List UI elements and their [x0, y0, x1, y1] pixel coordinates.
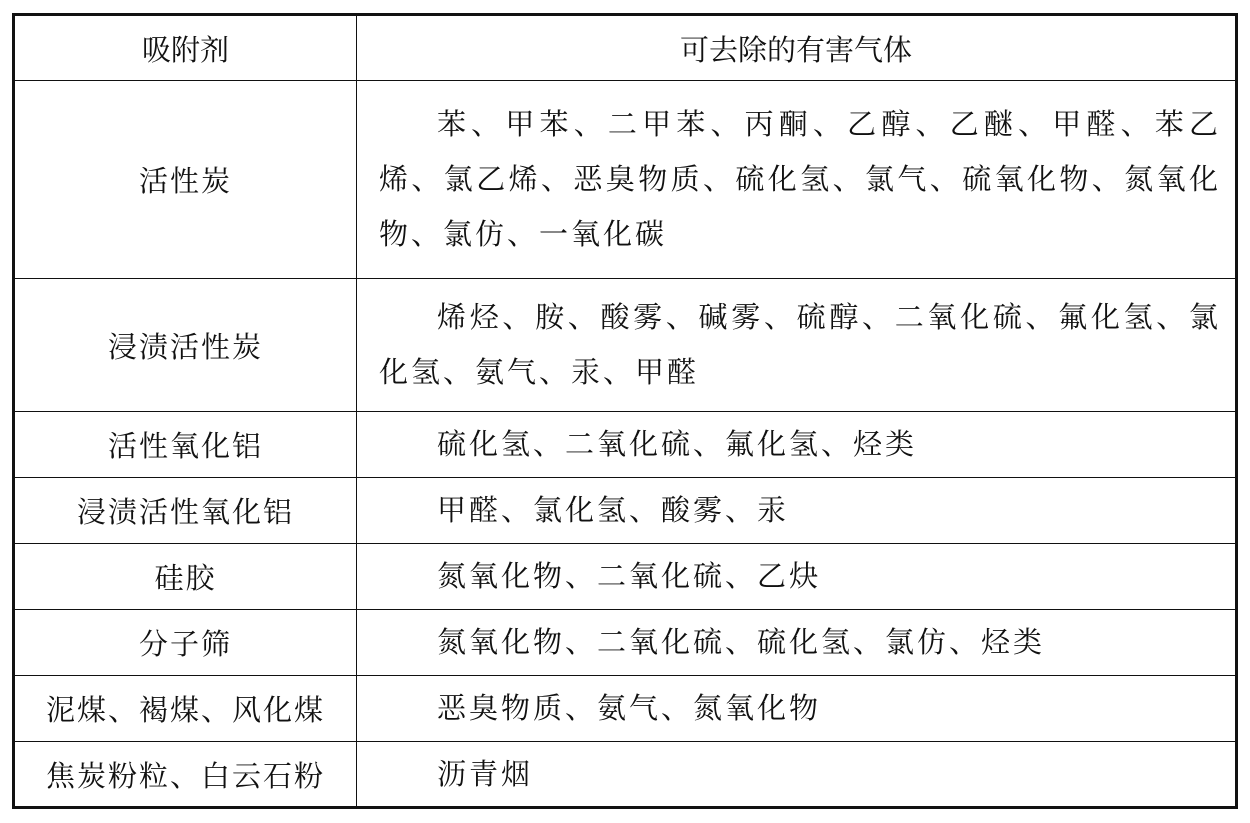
table-row	[14, 544, 1237, 610]
adsorbent-table	[12, 13, 1238, 809]
table-row	[14, 610, 1237, 676]
gases-text: 烯烃、胺、酸雾、碱雾、硫醇、二氧化硫、氟化氢、氯化氢、氨气、汞、甲醛	[379, 300, 1221, 389]
adsorbent-cell: 硅胶	[14, 544, 357, 610]
gases-cell	[357, 478, 1237, 544]
adsorbent-cell: 焦炭粉粒、白云石粉	[14, 742, 357, 808]
gases-cell	[357, 81, 1237, 279]
adsorbent-cell: 活性氧化铝	[14, 412, 357, 478]
gases-cell	[357, 412, 1237, 478]
adsorbent-cell: 分子筛	[14, 610, 357, 676]
table-row	[14, 81, 1237, 279]
gases-text: 苯、甲苯、二甲苯、丙酮、乙醇、乙醚、甲醛、苯乙烯、氯乙烯、恶臭物质、硫化氢、氯气、硫氧化物、氮氧化物、氯仿、一氧化碳	[379, 107, 1221, 251]
gases-text: 氮氧化物、二氧化硫、乙炔	[437, 559, 822, 593]
table-row	[14, 412, 1237, 478]
adsorbent-cell: 活性炭	[14, 81, 357, 279]
adsorbent-cell: 浸渍活性炭	[14, 279, 357, 412]
gases-text: 甲醛、氯化氢、酸雾、汞	[437, 493, 790, 527]
table-container	[12, 13, 1235, 808]
gases-text: 硫化氢、二氧化硫、氟化氢、烃类	[437, 427, 918, 461]
table-row	[14, 478, 1237, 544]
adsorbent-cell: 泥煤、褐煤、风化煤	[14, 676, 357, 742]
adsorbent-cell: 浸渍活性氧化铝	[14, 478, 357, 544]
table-row	[14, 742, 1237, 808]
gases-cell	[357, 742, 1237, 808]
gases-cell	[357, 544, 1237, 610]
header-adsorbent: 吸附剂	[14, 15, 357, 81]
gases-text: 氮氧化物、二氧化硫、硫化氢、氯仿、烃类	[437, 625, 1046, 659]
table-row	[14, 676, 1237, 742]
table-row	[14, 279, 1237, 412]
gases-text: 沥青烟	[437, 756, 534, 791]
table-header-row	[14, 15, 1237, 81]
header-gases: 可去除的有害气体	[357, 15, 1237, 81]
gases-text: 恶臭物质、氨气、氮氧化物	[437, 691, 822, 725]
gases-cell	[357, 610, 1237, 676]
gases-cell	[357, 279, 1237, 412]
gases-cell	[357, 676, 1237, 742]
